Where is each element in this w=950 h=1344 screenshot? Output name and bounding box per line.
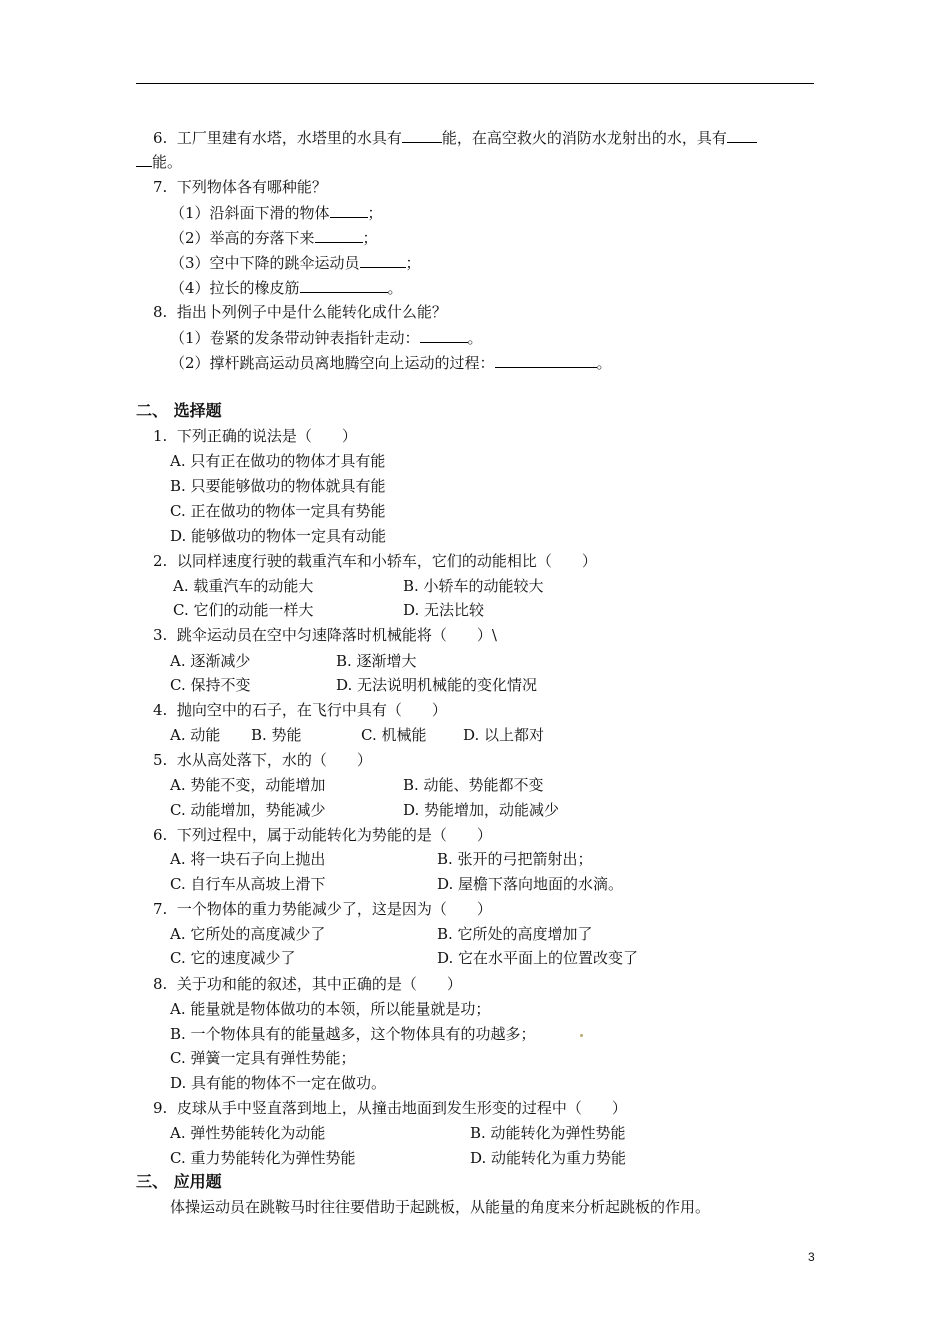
question-number: 1. <box>153 427 168 445</box>
question-number: 8. <box>153 303 168 321</box>
question-number: 6. <box>153 129 168 147</box>
question-text: 一个物体的重力势能减少了，这是因为（ ） <box>176 900 492 918</box>
mc-q5-option-b[interactable]: B. 动能、势能都不变 <box>403 776 544 794</box>
question-text: 皮球从手中竖直落到地上，从撞击地面到发生形变的过程中（ ） <box>176 1099 627 1117</box>
question-text: 能，在高空救火的消防水龙射出的水，具有 <box>441 129 727 147</box>
page-number: 3 <box>808 1250 815 1264</box>
mc-q1-option-b[interactable]: B. 只要能够做功的物体就具有能 <box>170 477 386 495</box>
mc-q3-option-b[interactable]: B. 逐渐增大 <box>336 652 417 670</box>
question-text: 水从高处落下，水的（ ） <box>176 751 372 769</box>
question-text: 关于功和能的叙述，其中正确的是（ ） <box>176 975 462 993</box>
mc-q6-option-a[interactable]: A. 将一块石子向上抛出 <box>170 850 326 868</box>
punct: ； <box>405 254 421 272</box>
mc-q2-option-b[interactable]: B. 小轿车的动能较大 <box>403 577 544 595</box>
question-number: 9. <box>153 1099 168 1117</box>
question-text: 下列物体各有哪种能？ <box>176 178 327 196</box>
item-text: （1）卷紧的发条带动钟表指针走动： <box>170 329 420 347</box>
mc-q3-option-a[interactable]: A. 逐渐减少 <box>170 652 251 670</box>
fill-q8-stem <box>153 302 447 322</box>
question-number: 3. <box>153 626 168 644</box>
mc-q9-option-c[interactable]: C. 重力势能转化为弹性势能 <box>170 1149 356 1167</box>
mc-q4-option-c[interactable]: C. 机械能 <box>361 726 427 744</box>
mc-q4-stem <box>153 700 447 720</box>
mc-q6-option-d[interactable]: D. 屋檐下落向地面的水滴。 <box>437 875 624 893</box>
mc-q1-option-a[interactable]: A. 只有正在做功的物体才具有能 <box>170 452 386 470</box>
question-text: 工厂里建有水塔，水塔里的水具有 <box>176 129 402 147</box>
fill-q7-item-2 <box>170 227 378 247</box>
fill-q7-item-4 <box>170 277 403 297</box>
fill-q6-line2 <box>136 151 182 171</box>
question-text: 以同样速度行驶的载重汽车和小轿车，它们的动能相比（ ） <box>176 552 597 570</box>
answer-blank[interactable] <box>136 151 152 167</box>
mc-q5-option-a[interactable]: A. 势能不变，动能增加 <box>170 776 326 794</box>
fill-q8-item-2 <box>170 352 612 372</box>
mc-q1-option-c[interactable]: C. 正在做功的物体一定具有势能 <box>170 502 386 520</box>
fill-q7-item-1 <box>170 202 383 222</box>
mc-q2-option-d[interactable]: D. 无法比较 <box>403 601 485 619</box>
punct: 。 <box>387 279 403 297</box>
mc-q4-option-d[interactable]: D. 以上都对 <box>463 726 545 744</box>
mc-q4-option-a[interactable]: A. 动能 <box>170 726 221 744</box>
answer-blank[interactable] <box>402 127 442 143</box>
section-heading-application: 三、 应用题 <box>136 1172 222 1191</box>
answer-blank[interactable] <box>360 252 406 268</box>
mc-q3-option-c[interactable]: C. 保持不变 <box>170 676 251 694</box>
header-rule <box>136 83 814 84</box>
mc-q9-option-d[interactable]: D. 动能转化为重力势能 <box>470 1149 627 1167</box>
mc-q3-option-d[interactable]: D. 无法说明机械能的变化情况 <box>336 676 538 694</box>
section-heading-choice: 二、 选择题 <box>136 401 222 420</box>
question-number: 8. <box>153 975 168 993</box>
item-text: （4）拉长的橡皮筋 <box>170 279 300 297</box>
question-number: 6. <box>153 826 168 844</box>
answer-blank[interactable] <box>300 277 388 293</box>
mc-q6-stem <box>153 825 492 845</box>
mc-q8-option-a[interactable]: A. 能量就是物体做功的本领，所以能量就是功； <box>170 1000 491 1018</box>
item-text: （2）举高的夯落下来 <box>170 229 315 247</box>
application-question: 体操运动员在跳鞍马时往往要借助于起跳板，从能量的角度来分析起跳板的作用。 <box>170 1198 711 1216</box>
fill-q8-item-1 <box>170 327 483 347</box>
question-text: 指出卜列例子中是什么能转化成什么能？ <box>176 303 447 321</box>
punct: 。 <box>596 354 612 372</box>
mc-q6-option-b[interactable]: B. 张开的弓把箭射出； <box>437 850 593 868</box>
stray-mark <box>580 1034 583 1037</box>
question-text: 抛向空中的石子，在飞行中具有（ ） <box>176 701 447 719</box>
item-text: （3）空中下降的跳伞运动员 <box>170 254 360 272</box>
mc-q2-option-c[interactable]: C. 它们的动能一样大 <box>173 601 314 619</box>
mc-q6-option-c[interactable]: C. 自行车从高坡上滑下 <box>170 875 326 893</box>
answer-blank[interactable] <box>330 202 368 218</box>
question-text: 能。 <box>152 153 183 171</box>
punct: ； <box>362 229 378 247</box>
mc-q7-option-d[interactable]: D. 它在水平面上的位置改变了 <box>437 949 639 967</box>
mc-q4-option-b[interactable]: B. 势能 <box>251 726 302 744</box>
mc-q8-stem <box>153 974 462 994</box>
mc-q9-stem <box>153 1098 627 1118</box>
mc-q9-option-b[interactable]: B. 动能转化为弹性势能 <box>470 1124 626 1142</box>
question-number: 4. <box>153 701 168 719</box>
mc-q2-option-a[interactable]: A. 载重汽车的动能大 <box>173 577 314 595</box>
mc-q3-stem <box>153 625 497 645</box>
answer-blank[interactable] <box>315 227 363 243</box>
answer-blank[interactable] <box>727 127 757 143</box>
question-text: 跳伞运动员在空中匀速降落时机械能将（ ）\ <box>176 626 497 644</box>
mc-q8-option-c[interactable]: C. 弹簧一定具有弹性势能； <box>170 1049 356 1067</box>
mc-q1-stem <box>153 426 357 446</box>
punct: ； <box>367 204 383 222</box>
question-number: 2. <box>153 552 168 570</box>
mc-q7-option-c[interactable]: C. 它的速度减少了 <box>170 949 296 967</box>
punct: 。 <box>467 329 483 347</box>
fill-q6-line1 <box>153 127 757 147</box>
answer-blank[interactable] <box>420 327 468 343</box>
item-text: （2）撑杆跳高运动员离地腾空向上运动的过程： <box>170 354 495 372</box>
answer-blank[interactable] <box>495 352 597 368</box>
fill-q7-item-3 <box>170 252 421 272</box>
mc-q5-option-c[interactable]: C. 动能增加，势能减少 <box>170 801 326 819</box>
mc-q8-option-b[interactable]: B. 一个物体具有的能量越多，这个物体具有的功越多； <box>170 1025 536 1043</box>
question-text: 下列过程中，属于动能转化为势能的是（ ） <box>176 826 492 844</box>
mc-q9-option-a[interactable]: A. 弹性势能转化为动能 <box>170 1124 326 1142</box>
mc-q8-option-d[interactable]: D. 具有能的物体不一定在做功。 <box>170 1074 387 1092</box>
question-number: 7. <box>153 178 168 196</box>
mc-q5-option-d[interactable]: D. 势能增加，动能减少 <box>403 801 560 819</box>
mc-q7-stem <box>153 899 492 919</box>
fill-q7-stem <box>153 177 327 197</box>
mc-q7-option-b[interactable]: B. 它所处的高度增加了 <box>437 925 593 943</box>
mc-q1-option-d[interactable]: D. 能够做功的物体一定具有动能 <box>170 527 387 545</box>
question-text: 下列正确的说法是（ ） <box>176 427 357 445</box>
mc-q2-stem <box>153 551 597 571</box>
question-number: 5. <box>153 751 168 769</box>
mc-q5-stem <box>153 750 372 770</box>
mc-q7-option-a[interactable]: A. 它所处的高度减少了 <box>170 925 326 943</box>
item-text: （1）沿斜面下滑的物体 <box>170 204 330 222</box>
question-number: 7. <box>153 900 168 918</box>
